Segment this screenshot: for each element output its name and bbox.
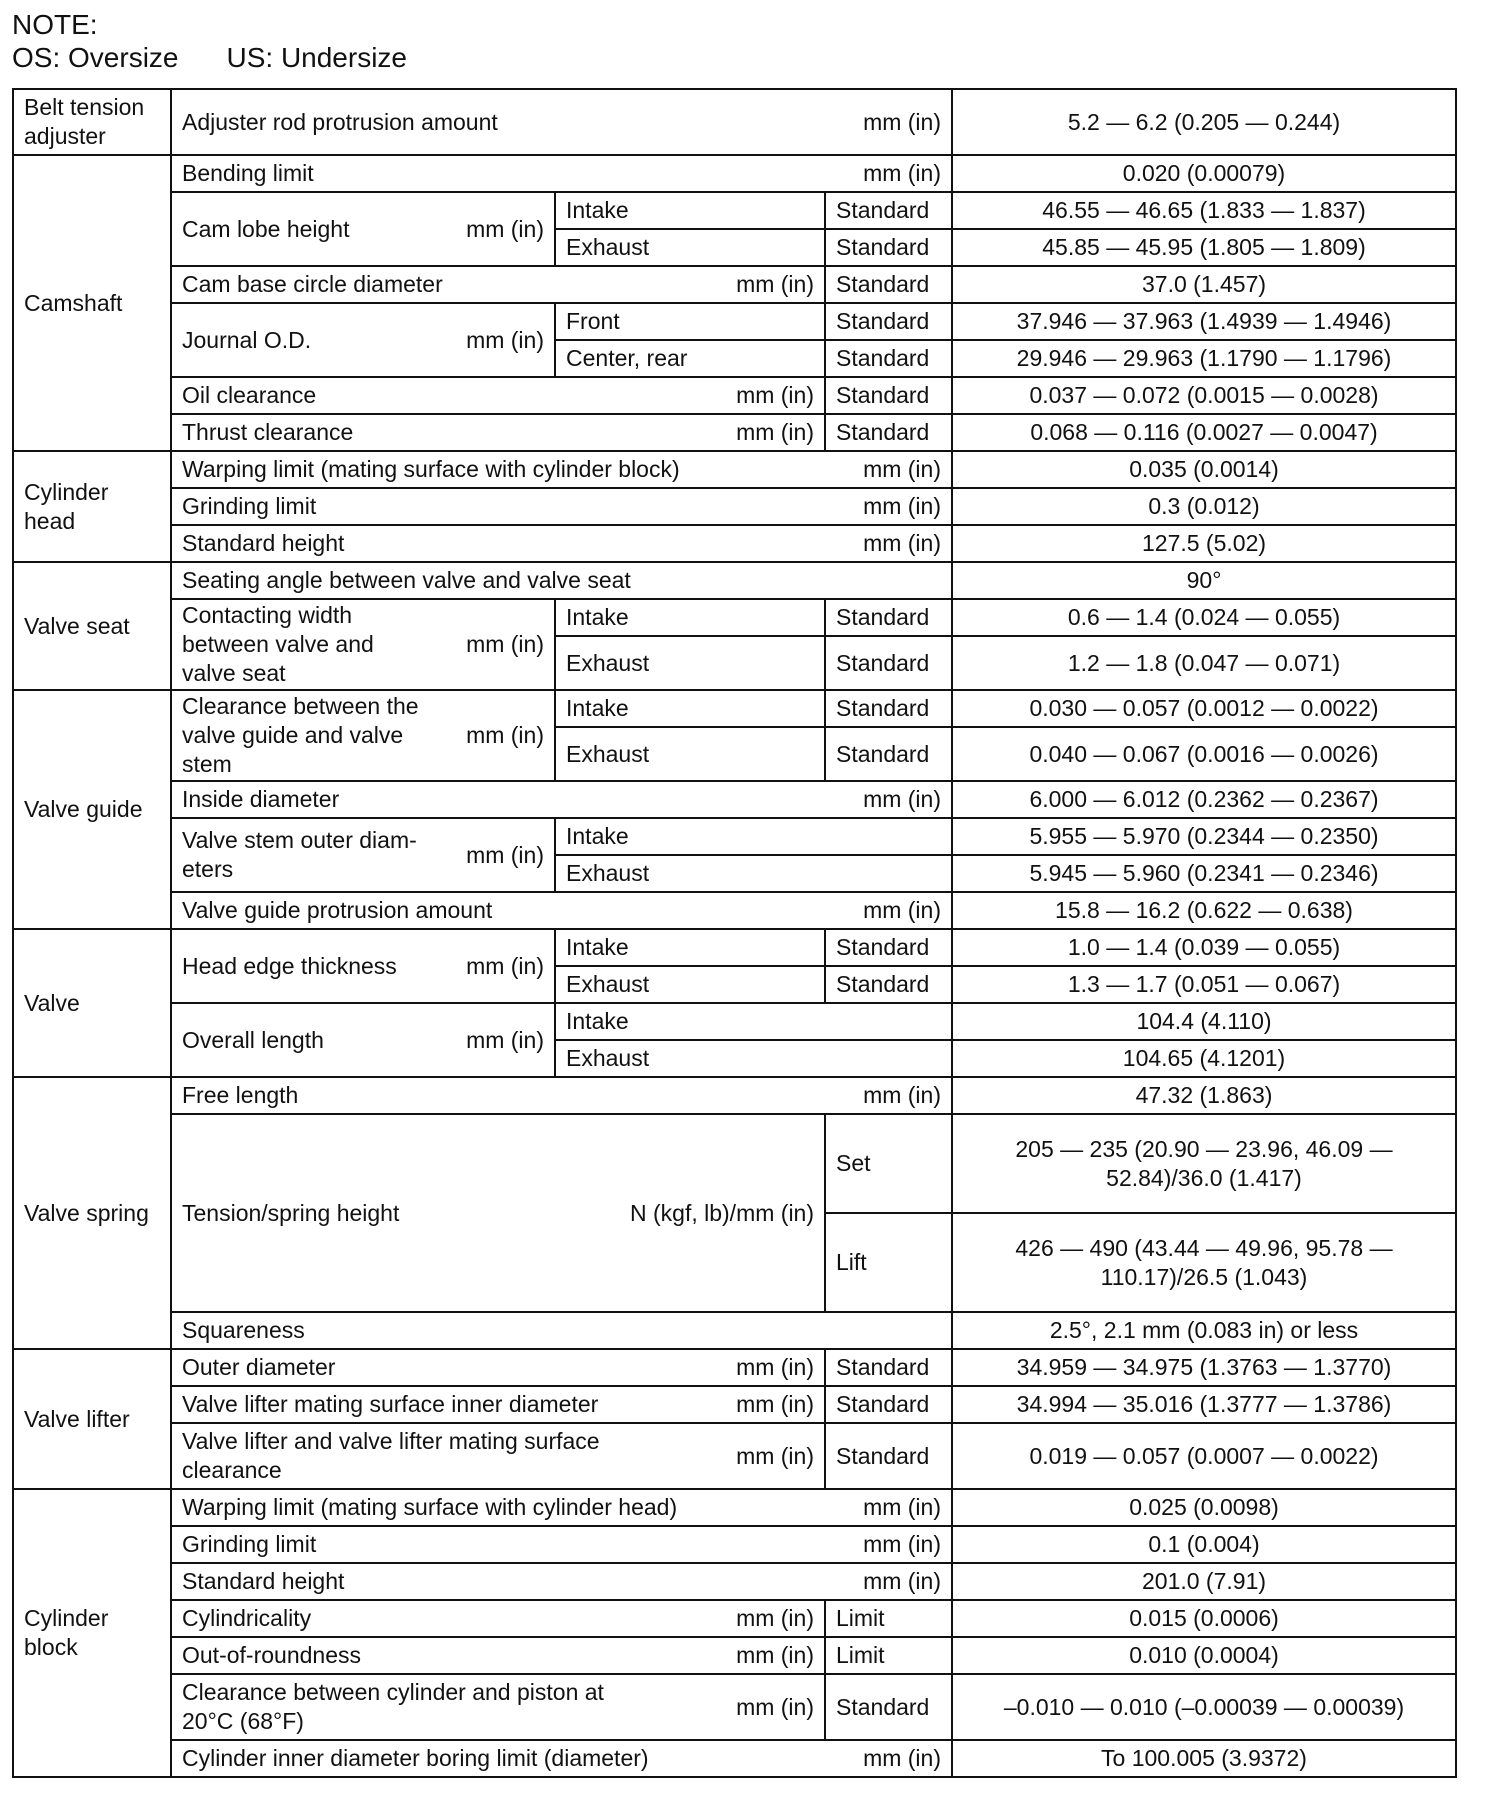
item-cell	[171, 266, 825, 303]
section-valve-seat: Valve seat	[13, 562, 171, 690]
sub-item: Intake	[555, 690, 825, 727]
unit-label: mm (in)	[736, 1354, 814, 1380]
item-label: Inside diameter	[182, 786, 340, 812]
value-cell: 2.5°, 2.1 mm (0.083 in) or less	[952, 1312, 1456, 1349]
item-label: Warping limit (mating surface with cylinder block)	[182, 456, 680, 482]
value-text: 426 — 490 (43.44 — 49.96, 95.78 — 110.17)/26.5 (1.043)	[1015, 1234, 1393, 1290]
item-label: Cylinder inner diameter boring limit (diameter)	[182, 1745, 649, 1771]
condition-cell: Limit	[825, 1600, 952, 1637]
item-label: Bending limit	[182, 160, 314, 186]
unit-label: mm (in)	[863, 1568, 941, 1594]
unit-label: mm (in)	[466, 631, 544, 657]
table-row	[13, 1526, 1456, 1563]
specification-table	[12, 88, 1457, 1778]
table-row	[13, 451, 1456, 488]
condition-cell: Standard	[825, 966, 952, 1003]
item-cell	[171, 1489, 952, 1526]
table-row	[13, 818, 1456, 855]
condition-cell: Standard	[825, 690, 952, 727]
item-cell	[171, 155, 952, 192]
value-cell: 1.2 — 1.8 (0.047 — 0.071)	[952, 636, 1456, 690]
value-cell: 29.946 — 29.963 (1.1790 — 1.1796)	[952, 340, 1456, 377]
table-row	[13, 1674, 1456, 1740]
value-cell: 0.019 — 0.057 (0.0007 — 0.0022)	[952, 1423, 1456, 1489]
condition-cell: Set	[825, 1114, 952, 1213]
item-cell	[171, 1423, 825, 1489]
table-row	[13, 781, 1456, 818]
item-cell	[171, 1526, 952, 1563]
condition-cell: Standard	[825, 599, 952, 636]
unit-label: mm (in)	[466, 1026, 544, 1053]
sub-item: Front	[555, 303, 825, 340]
item-label: Journal O.D.	[182, 326, 312, 353]
value-cell: To 100.005 (3.9372)	[952, 1740, 1456, 1777]
item-cell	[171, 1349, 825, 1386]
item-label: Valve lifter mating surface inner diameter	[182, 1391, 599, 1417]
section-valve-spring: Valve spring	[13, 1077, 171, 1349]
table-row	[13, 1489, 1456, 1526]
unit-label: mm (in)	[863, 1082, 941, 1108]
value-cell: 37.946 — 37.963 (1.4939 — 1.4946)	[952, 303, 1456, 340]
unit-label: mm (in)	[736, 271, 814, 297]
value-cell: 47.32 (1.863)	[952, 1077, 1456, 1114]
value-cell	[952, 1213, 1456, 1312]
item-cell	[171, 781, 952, 818]
value-cell: 104.65 (4.1201)	[952, 1040, 1456, 1077]
unit-label: mm (in)	[863, 160, 941, 186]
condition-cell: Standard	[825, 192, 952, 229]
value-cell: 201.0 (7.91)	[952, 1563, 1456, 1600]
value-cell: 5.2 — 6.2 (0.205 — 0.244)	[952, 89, 1456, 155]
table-row	[13, 929, 1456, 966]
item-cell	[171, 599, 555, 690]
item-cell	[171, 377, 825, 414]
value-cell	[952, 1114, 1456, 1213]
table-row	[13, 89, 1456, 155]
item-label: Oil clearance	[182, 382, 317, 408]
table-row	[13, 1423, 1456, 1489]
table-row	[13, 266, 1456, 303]
item-label: Standard height	[182, 530, 345, 556]
unit-label: mm (in)	[863, 786, 941, 812]
value-cell: 90°	[952, 562, 1456, 599]
condition-cell: Standard	[825, 1423, 952, 1489]
unit-label: mm (in)	[736, 1605, 814, 1631]
table-row	[13, 1637, 1456, 1674]
value-cell: 0.030 — 0.057 (0.0012 — 0.0022)	[952, 690, 1456, 727]
condition-cell: Standard	[825, 266, 952, 303]
sub-item: Intake	[555, 818, 952, 855]
item-label: Adjuster rod protrusion amount	[182, 108, 498, 135]
unit-label: mm (in)	[466, 952, 544, 979]
value-cell: 15.8 — 16.2 (0.622 — 0.638)	[952, 892, 1456, 929]
item-cell	[171, 892, 952, 929]
value-cell: 1.0 — 1.4 (0.039 — 0.055)	[952, 929, 1456, 966]
item-label: Out-of-roundness	[182, 1642, 361, 1668]
item-cell	[171, 192, 555, 266]
table-row	[13, 303, 1456, 340]
unit-label: mm (in)	[863, 897, 941, 923]
item-label: Grinding limit	[182, 1531, 317, 1557]
value-cell: 0.040 — 0.067 (0.0016 — 0.0026)	[952, 727, 1456, 781]
condition-cell: Standard	[825, 340, 952, 377]
value-cell: 0.6 — 1.4 (0.024 — 0.055)	[952, 599, 1456, 636]
table-row	[13, 892, 1456, 929]
item-label: Head edge thickness	[182, 952, 397, 979]
unit-label: mm (in)	[736, 1693, 814, 1720]
item-label: Thrust clearance	[182, 419, 354, 445]
value-cell: 0.010 (0.0004)	[952, 1637, 1456, 1674]
condition-cell: Standard	[825, 1386, 952, 1423]
value-cell: 127.5 (5.02)	[952, 525, 1456, 562]
condition-cell: Limit	[825, 1637, 952, 1674]
item-cell: Squareness	[171, 1312, 952, 1349]
condition-cell: Standard	[825, 727, 952, 781]
sub-item: Intake	[555, 1003, 952, 1040]
item-label: Cam lobe height	[182, 215, 350, 242]
section-camshaft: Camshaft	[13, 155, 171, 451]
item-cell	[171, 1600, 825, 1637]
table-row	[13, 1563, 1456, 1600]
sub-item: Intake	[555, 192, 825, 229]
table-row	[13, 599, 1456, 636]
item-cell	[171, 1077, 952, 1114]
unit-label: mm (in)	[863, 456, 941, 482]
item-cell	[171, 414, 825, 451]
value-cell: 37.0 (1.457)	[952, 266, 1456, 303]
unit-label: mm (in)	[863, 1745, 941, 1771]
unit-label: mm (in)	[863, 1494, 941, 1520]
sub-item: Center, rear	[555, 340, 825, 377]
item-cell	[171, 1637, 825, 1674]
section-valve: Valve	[13, 929, 171, 1077]
value-cell: 34.959 — 34.975 (1.3763 — 1.3770)	[952, 1349, 1456, 1386]
unit-label: mm (in)	[736, 382, 814, 408]
condition-cell: Standard	[825, 303, 952, 340]
value-cell: 0.015 (0.0006)	[952, 1600, 1456, 1637]
table-row	[13, 1349, 1456, 1386]
table-row	[13, 562, 1456, 599]
sub-item: Exhaust	[555, 966, 825, 1003]
item-label: Clearance between the valve guide and valve stem	[182, 693, 419, 777]
table-row	[13, 1386, 1456, 1423]
unit-label: mm (in)	[466, 215, 544, 242]
condition-cell: Standard	[825, 929, 952, 966]
table-row	[13, 525, 1456, 562]
unit-label: mm (in)	[736, 1442, 814, 1469]
condition-cell: Standard	[825, 636, 952, 690]
value-cell: 0.025 (0.0098)	[952, 1489, 1456, 1526]
value-cell: 5.945 — 5.960 (0.2341 — 0.2346)	[952, 855, 1456, 892]
unit-label: mm (in)	[466, 841, 544, 868]
item-label: Clearance between cylinder and piston at 20°C (68°F)	[182, 1679, 604, 1734]
section-cylinder-head: Cylinder head	[13, 451, 171, 562]
value-cell: 0.035 (0.0014)	[952, 451, 1456, 488]
item-label: Valve guide protrusion amount	[182, 897, 493, 923]
value-cell: 46.55 — 46.65 (1.833 — 1.837)	[952, 192, 1456, 229]
item-cell	[171, 1003, 555, 1077]
item-label: Contacting width between valve and valve seat	[182, 602, 374, 686]
unit-label: mm (in)	[466, 722, 544, 748]
item-cell	[171, 1740, 952, 1777]
value-cell: 0.020 (0.00079)	[952, 155, 1456, 192]
item-label: Free length	[182, 1082, 299, 1108]
item-cell	[171, 929, 555, 1003]
section-valve-lifter: Valve lifter	[13, 1349, 171, 1489]
table-row	[13, 192, 1456, 229]
unit-label: N (kgf, lb)/mm (in)	[630, 1199, 814, 1226]
table-row	[13, 488, 1456, 525]
item-label: Warping limit (mating surface with cylinder head)	[182, 1494, 678, 1520]
section-cylinder-block: Cylinder block	[13, 1489, 171, 1777]
sub-item: Exhaust	[555, 229, 825, 266]
sub-item: Exhaust	[555, 855, 952, 892]
table-row	[13, 1077, 1456, 1114]
condition-cell: Standard	[825, 1674, 952, 1740]
item-cell	[171, 818, 555, 892]
value-cell: 0.068 — 0.116 (0.0027 — 0.0047)	[952, 414, 1456, 451]
unit-label: mm (in)	[863, 530, 941, 556]
table-row	[13, 155, 1456, 192]
sub-item: Exhaust	[555, 1040, 952, 1077]
table-row	[13, 1312, 1456, 1349]
unit-label: mm (in)	[863, 1531, 941, 1557]
value-cell: 104.4 (4.110)	[952, 1003, 1456, 1040]
value-cell: 0.3 (0.012)	[952, 488, 1456, 525]
table-row	[13, 1003, 1456, 1040]
value-cell: 0.037 — 0.072 (0.0015 — 0.0028)	[952, 377, 1456, 414]
sub-item: Exhaust	[555, 727, 825, 781]
condition-cell: Standard	[825, 1349, 952, 1386]
section-valve-guide: Valve guide	[13, 690, 171, 929]
unit-label: mm (in)	[736, 1642, 814, 1668]
note-title: NOTE:	[12, 9, 98, 40]
condition-cell: Standard	[825, 229, 952, 266]
condition-cell: Lift	[825, 1213, 952, 1312]
value-text: 205 — 235 (20.90 — 23.96, 46.09 — 52.84)/36.0 (1.417)	[1015, 1135, 1393, 1191]
table-row	[13, 1600, 1456, 1637]
item-cell	[171, 488, 952, 525]
item-label: Standard height	[182, 1568, 345, 1594]
value-cell: 45.85 — 45.95 (1.805 — 1.809)	[952, 229, 1456, 266]
sub-item: Intake	[555, 929, 825, 966]
sub-item: Intake	[555, 599, 825, 636]
condition-cell: Standard	[825, 414, 952, 451]
item-cell	[171, 89, 952, 155]
note-block	[12, 8, 407, 74]
value-cell: 34.994 — 35.016 (1.3777 — 1.3786)	[952, 1386, 1456, 1423]
unit-label: mm (in)	[466, 326, 544, 353]
item-cell	[171, 303, 555, 377]
item-label: Valve lifter and valve lifter mating surface clearance	[182, 1428, 600, 1483]
item-cell	[171, 1674, 825, 1740]
unit-label: mm (in)	[863, 493, 941, 519]
item-cell	[171, 1114, 825, 1312]
item-label: Tension/spring height	[182, 1199, 400, 1226]
item-label: Grinding limit	[182, 493, 317, 519]
item-label: Overall length	[182, 1026, 324, 1053]
table-row	[13, 377, 1456, 414]
condition-cell: Standard	[825, 377, 952, 414]
unit-label: mm (in)	[863, 108, 941, 135]
item-cell	[171, 525, 952, 562]
item-label: Cam base circle diameter	[182, 271, 443, 297]
unit-label: mm (in)	[736, 1391, 814, 1417]
value-cell: –0.010 — 0.010 (–0.00039 — 0.00039)	[952, 1674, 1456, 1740]
item-cell	[171, 1386, 825, 1423]
item-cell	[171, 451, 952, 488]
item-label: Cylindricality	[182, 1605, 312, 1631]
section-belt-tension: Belt tension adjuster	[13, 89, 171, 155]
table-row	[13, 414, 1456, 451]
unit-label: mm (in)	[736, 419, 814, 445]
note-undersize: US: Undersize	[226, 42, 407, 73]
value-cell: 6.000 — 6.012 (0.2362 — 0.2367)	[952, 781, 1456, 818]
table-row	[13, 1114, 1456, 1213]
sub-item: Exhaust	[555, 636, 825, 690]
item-label: Outer diameter	[182, 1354, 336, 1380]
table-row	[13, 1740, 1456, 1777]
note-legend	[12, 41, 407, 74]
item-cell	[171, 1563, 952, 1600]
item-cell: Seating angle between valve and valve seat	[171, 562, 952, 599]
item-cell	[171, 690, 555, 781]
item-label: Valve stem outer diam- eters	[182, 827, 417, 882]
value-cell: 1.3 — 1.7 (0.051 — 0.067)	[952, 966, 1456, 1003]
note-oversize: OS: Oversize	[12, 42, 179, 73]
value-cell: 5.955 — 5.970 (0.2344 — 0.2350)	[952, 818, 1456, 855]
value-cell: 0.1 (0.004)	[952, 1526, 1456, 1563]
table-row	[13, 690, 1456, 727]
